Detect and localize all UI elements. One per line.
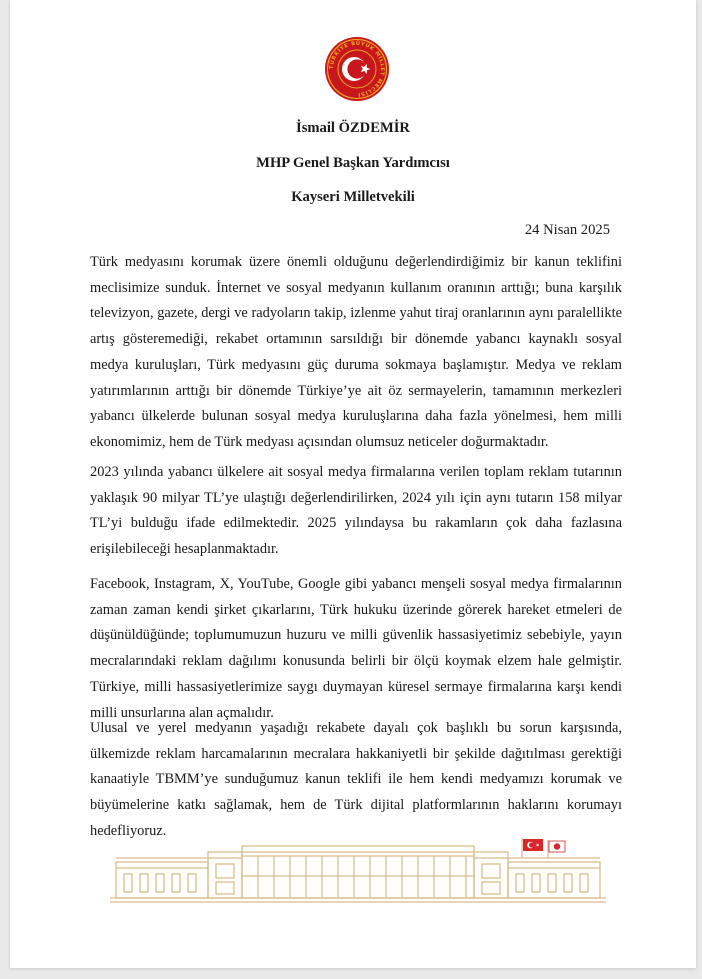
paragraph-4: Ulusal ve yerel medyanın yaşadığı rekabete dayalı çok başlıklı bu sorun karşısında, ülkemizde reklam harcamalarının mecralara hakkaniyetli bir şekilde dağıtılması gerektiği kanaatiyle TBMM’ye sunduğumuz kanun teklifi ile hem kendi medyamızı korumak ve büyümelerine katkı sağlamak, hem de Türk dijital platformlarının haklarını korumayı hedefliyoruz.: [90, 720, 622, 839]
tbmm-emblem-icon: [324, 36, 390, 102]
author-role: Kayseri Milletvekili: [291, 189, 415, 205]
parliament-building-icon: [108, 836, 608, 906]
letter-page: [10, 0, 696, 968]
paragraph-1: Türk medyasını korumak üzere önemli olduğunu değerlendirdiğimiz bir kanun teklifini meclisimize sunduk. İnternet ve sosyal medyanın kullanım oranının arttığı; buna karşılık televizyon, gazete, dergi ve radyoların takip, izlenme yahut tiraj oranlarının aynı paralellikte artış gösteremediği, rekabet ortamının sarsıldığı bir dönemde yabancı kaynaklı sosyal medya kuruluşları, Türk medyasını güç duruma sokmaya başlamıştır. Medya ve reklam yatırımlarının arttığı bir dönemde Türkiye’ye ait öz sermayelerin, tamamının merkezleri yabancı ülkelerde bulunan sosyal medya kuruluşlarına daha fazla yönelmesi, hem milli ekonomimiz, hem de Türk medyası açısından olumsuz neticeler doğurmaktadır.: [90, 254, 622, 450]
emblem-text: TÜRKİYE BÜYÜK MİLLET MECLİSİ: [328, 40, 386, 98]
letter-date: 24 Nisan 2025: [524, 222, 610, 238]
author-title: MHP Genel Başkan Yardımcısı: [256, 155, 450, 171]
paragraph-2: 2023 yılında yabancı ülkelere ait sosyal medya firmalarına verilen toplam reklam tutarının yaklaşık 90 milyar TL’ye ulaştığı değerlendirilirken, 2024 yılı için aynı tutarın 158 milyar TL’yi bulduğu ifade edilmektedir. 2025 yılındaysa bu rakamların çok daha fazlasına erişilebileceği hesaplanmaktadır.: [90, 464, 622, 558]
author-name: İsmail ÖZDEMİR: [296, 120, 410, 136]
paragraph-3: Facebook, Instagram, X, YouTube, Google gibi yabancı menşeli sosyal medya firmalarının zaman zaman kendi şirket çıkarlarını, Türk hukuku üzerinde görerek hareket etmeleri de düşünüldüğünde; toplumumuzun huzuru ve milli güvenlik hassasiyetimiz sebebiyle, yayın mecralarındaki reklam dağılımı konusunda belirli bir ölçü koymak elzem hale gelmiştir. Türkiye, milli hassasiyetlerimize saygı duymayan küresel sermaye firmalarına karşı kendi milli unsurlarına alan açmalıdır.: [90, 576, 622, 721]
